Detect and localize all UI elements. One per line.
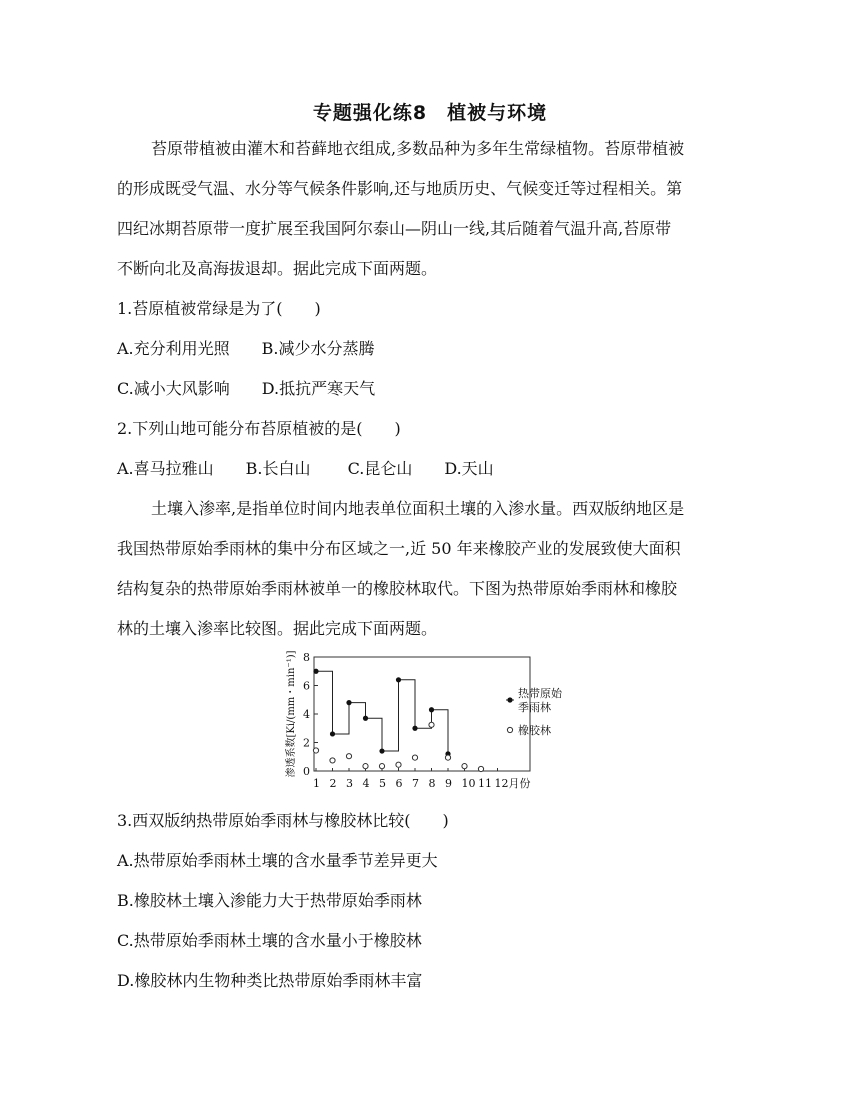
question-2-options: A.喜马拉雅山 B.长白山 C.昆仑山 D.天山 bbox=[117, 459, 494, 478]
rubber-point bbox=[478, 766, 483, 771]
question-3-option-d: D.橡胶林内生物种类比热带原始季雨林丰富 bbox=[117, 971, 423, 990]
passage1-line: 苔原带植被由灌木和苔藓地衣组成,多数品种为多年生常绿植物。苔原带植被 bbox=[151, 139, 685, 158]
x-tick-label: 6 bbox=[395, 777, 403, 790]
passage2-line: 结构复杂的热带原始季雨林被单一的橡胶林取代。下图为热带原始季雨林和橡胶 bbox=[117, 579, 678, 598]
series-rainforest-line bbox=[316, 671, 448, 754]
legend-rubber-label: 橡胶林 bbox=[518, 724, 551, 737]
rainforest-point bbox=[363, 716, 368, 721]
y-axis-label: 渗透系数[Ki/(mm・min⁻¹)] bbox=[286, 650, 297, 778]
question-2-stem: 2.下列山地可能分布苔原植被的是( ) bbox=[117, 419, 401, 438]
rainforest-point bbox=[396, 677, 401, 682]
question-1-stem: 1.苔原植被常绿是为了( ) bbox=[117, 299, 321, 318]
y-tick-label: 6 bbox=[303, 679, 310, 693]
rubber-point bbox=[445, 755, 450, 760]
rubber-point bbox=[346, 754, 351, 759]
x-tick-label: 12月份 bbox=[494, 777, 531, 790]
passage2-line: 我国热带原始季雨林的集中分布区域之一,近 50 年来橡胶产业的发展致使大面积 bbox=[117, 539, 681, 558]
rubber-point bbox=[363, 764, 368, 769]
rubber-point bbox=[330, 758, 335, 763]
question-3-option-c: C.热带原始季雨林土壤的含水量小于橡胶林 bbox=[117, 931, 422, 950]
legend-rainforest-label: 热带原始 bbox=[518, 687, 562, 700]
passage2-line: 林的土壤入渗率比较图。据此完成下面两题。 bbox=[117, 619, 438, 638]
x-tick-label: 4 bbox=[362, 777, 370, 790]
rainforest-point bbox=[330, 731, 335, 736]
rubber-point bbox=[379, 764, 384, 769]
rubber-point bbox=[396, 762, 401, 767]
passage1-line: 不断向北及高海拔退却。据此完成下面两题。 bbox=[117, 259, 438, 278]
legend-rainforest-label: 季雨林 bbox=[518, 701, 551, 714]
legend-rainforest-marker bbox=[507, 697, 512, 702]
rainforest-point bbox=[313, 669, 318, 674]
x-tick-label: 11 bbox=[478, 777, 492, 790]
x-tick-label: 2 bbox=[329, 777, 337, 790]
passage2-line: 土壤入渗率,是指单位时间内地表单位面积土壤的入渗水量。西双版纳地区是 bbox=[151, 499, 685, 518]
rubber-point bbox=[429, 722, 434, 727]
x-tick-label: 8 bbox=[428, 777, 436, 790]
question-1-options-ab: A.充分利用光照 B.减少水分蒸腾 bbox=[117, 339, 375, 358]
page-title: 专题强化练8 植被与环境 bbox=[312, 102, 548, 124]
rubber-point bbox=[462, 764, 467, 769]
rubber-point bbox=[313, 748, 318, 753]
x-tick-label: 7 bbox=[412, 777, 419, 790]
question-1-options-cd: C.减小大风影响 D.抵抗严寒天气 bbox=[117, 379, 376, 398]
infiltration-chart bbox=[280, 644, 590, 796]
x-tick-label: 10 bbox=[461, 777, 476, 790]
y-tick-label: 4 bbox=[303, 708, 310, 721]
passage1-line: 的形成既受气温、水分等气候条件影响,还与地质历史、气候变迁等过程相关。第 bbox=[117, 179, 683, 198]
question-3-option-b: B.橡胶林土壤入渗能力大于热带原始季雨林 bbox=[117, 891, 422, 910]
passage1-line: 四纪冰期苔原带一度扩展至我国阿尔泰山—阴山一线,其后随着气温升高,苔原带 bbox=[117, 219, 672, 238]
rainforest-point bbox=[379, 748, 384, 753]
question-3-stem: 3.西双版纳热带原始季雨林与橡胶林比较( ) bbox=[117, 811, 449, 830]
y-tick-label: 2 bbox=[303, 736, 310, 750]
question-3-option-a: A.热带原始季雨林土壤的含水量季节差异更大 bbox=[117, 851, 438, 870]
rainforest-point bbox=[346, 700, 351, 705]
x-tick-label: 5 bbox=[379, 777, 386, 790]
legend-rubber-marker bbox=[507, 727, 512, 732]
rainforest-point bbox=[429, 707, 434, 712]
y-tick-label: 8 bbox=[303, 651, 310, 664]
y-tick-label: 0 bbox=[303, 765, 310, 778]
plot-frame bbox=[314, 657, 530, 771]
rainforest-point bbox=[412, 726, 417, 731]
x-tick-label: 9 bbox=[445, 777, 452, 790]
x-tick-label: 1 bbox=[313, 777, 320, 790]
rubber-point bbox=[412, 755, 417, 760]
x-tick-label: 3 bbox=[346, 777, 353, 790]
